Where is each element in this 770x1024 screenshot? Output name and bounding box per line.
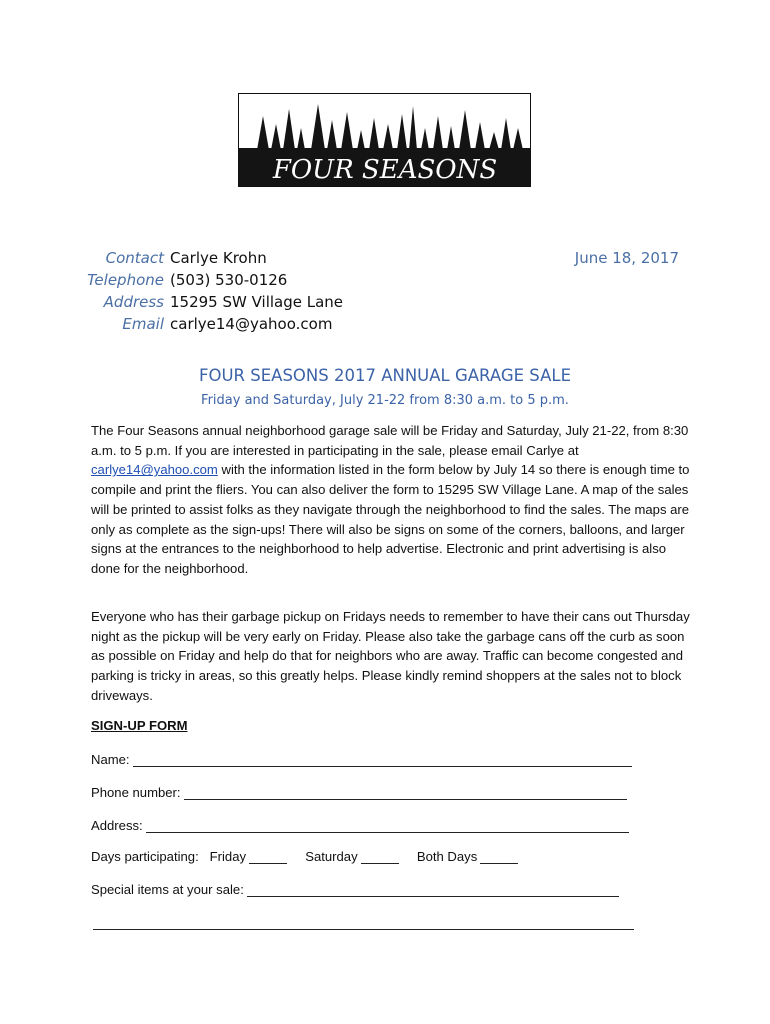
contact-label: Contact: [105, 249, 164, 267]
telephone-row: [60, 269, 343, 291]
name-line: [91, 752, 632, 767]
intro-text-end: with the information listed in the form below by July 14 so there is enough time to compile and print the fliers. You can also deliver the form to 15295 SW Village Lane. A map of the sales will be printed to assist folks as they navigate through the neighborhood to find the sales. The maps are only as complete as the sign-ups! There will also be signs on some of the corners, balloons, and larger signs at the entrances to the neighborhood to help advertise. Electronic and print advertising is also done for the neighborhood.: [91, 462, 690, 576]
friday-field[interactable]: [249, 849, 287, 864]
friday-label: Friday: [209, 849, 247, 864]
saturday-label: Saturday: [305, 849, 358, 864]
address-row: [60, 291, 343, 313]
intro-text-start: The Four Seasons annual neighborhood garage sale will be Friday and Saturday, July 21-22, from 8:30 a.m. to 5 p.m. If you are interested in participating in the sale, please email Carlye at: [91, 423, 689, 458]
special-items-label: Special items at your sale:: [91, 882, 244, 897]
contact-value: Carlye Krohn: [170, 249, 267, 267]
name-label: Name:: [91, 752, 130, 767]
special-items-line: [91, 882, 619, 897]
address-field[interactable]: [146, 818, 629, 833]
address-field-label: Address:: [91, 818, 143, 833]
address-label: Address: [103, 293, 164, 311]
intro-paragraph: [91, 421, 691, 579]
email-label: Email: [122, 315, 164, 333]
both-days-field[interactable]: [480, 849, 518, 864]
phone-field[interactable]: [184, 785, 627, 800]
email-link[interactable]: carlye14@yahoo.com: [91, 462, 218, 478]
document-subtitle: Friday and Saturday, July 21-22 from 8:30 a.m. to 5 p.m.: [201, 393, 569, 408]
contact-row: [60, 247, 343, 269]
email-row: [60, 313, 343, 335]
saturday-field[interactable]: [361, 849, 399, 864]
days-label: Days participating:: [91, 849, 199, 864]
special-items-extra-line[interactable]: [93, 929, 634, 930]
both-days-label: Both Days: [416, 849, 478, 864]
phone-line: [91, 785, 627, 800]
name-field[interactable]: [133, 752, 632, 767]
contact-block: [60, 247, 343, 335]
telephone-label: Telephone: [87, 271, 164, 289]
phone-label: Phone number:: [91, 785, 181, 800]
signup-form-title: SIGN-UP FORM: [91, 718, 188, 733]
garbage-paragraph: Everyone who has their garbage pickup on Fridays needs to remember to have their cans out Thursday night as the pickup will be very early on Friday. Please also take the garbage cans off the curb as soon as possible on Friday and help do that for neighbors who are away. Traffic can become congested and parking is tricky in areas, so this greatly helps. Please kindly remind shoppers at the sales not to block driveways.: [91, 609, 690, 703]
special-items-field[interactable]: [247, 882, 619, 897]
letter-date: June 18, 2017: [574, 249, 679, 267]
document-title: FOUR SEASONS 2017 ANNUAL GARAGE SALE: [199, 366, 571, 385]
address-line: [91, 818, 629, 833]
days-participating-line: [91, 849, 518, 864]
address-value: 15295 SW Village Lane: [170, 293, 344, 311]
tree-silhouette-logo: [239, 94, 531, 187]
four-seasons-logo: [238, 93, 531, 187]
email-value: carlye14@yahoo.com: [170, 315, 333, 333]
logo-text: FOUR SEASONS: [272, 155, 498, 185]
telephone-value: (503) 530-0126: [170, 271, 288, 289]
